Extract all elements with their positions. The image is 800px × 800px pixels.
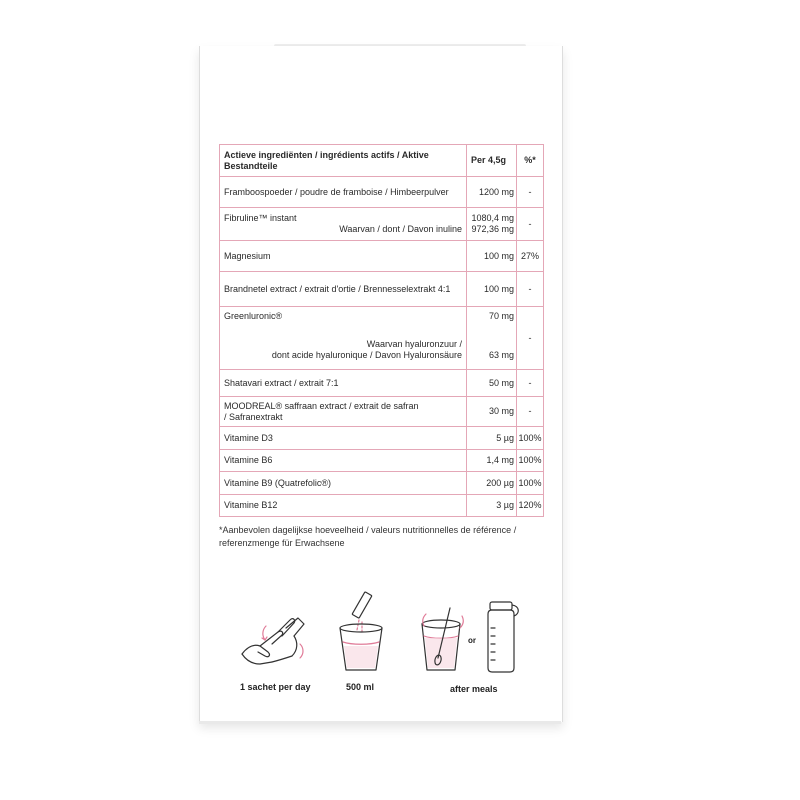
ingredient-percent: 100% <box>517 450 544 472</box>
ingredient-name: Brandnetel extract / extrait d'ortie / Brennesselextrakt 4:1 <box>220 272 467 307</box>
ingredient-cell <box>220 397 467 427</box>
ingredient-amount: 1200 mg <box>467 177 517 208</box>
shaker-bottle-icon <box>482 600 522 674</box>
footnote <box>219 524 545 550</box>
ingredient-percent: - <box>517 177 544 208</box>
stir-glass-icon <box>418 606 466 674</box>
table-row <box>220 397 544 427</box>
ingredient-amount: 5 µg <box>467 427 517 450</box>
step-3-label: after meals <box>450 684 498 694</box>
ingredient-amount: 200 µg <box>467 472 517 495</box>
ingredient-amount-cell <box>467 307 517 370</box>
ingredient-percent: - <box>517 370 544 397</box>
ingredient-amount: 50 mg <box>467 370 517 397</box>
ingredient-name: Magnesium <box>220 241 467 272</box>
ingredient-name-2: / Safranextrakt <box>224 411 283 422</box>
header-percent: %* <box>517 145 544 177</box>
ingredient-subname: Waarvan / dont / Davon inuline <box>339 224 462 234</box>
table-row <box>220 307 544 370</box>
ingredient-name: Vitamine B9 (Quatrefolic®) <box>220 472 467 495</box>
step-2-label: 500 ml <box>346 682 375 692</box>
ingredient-percent: - <box>517 307 544 370</box>
ingredient-amount: 100 mg <box>467 272 517 307</box>
table-row <box>220 272 544 307</box>
ingredient-percent: - <box>517 397 544 427</box>
ingredients-table <box>219 144 544 517</box>
header-amount: Per 4,5g <box>467 145 517 177</box>
ingredient-name: MOODREAL® saffraan extract / extrait de safran <box>224 400 419 411</box>
ingredient-amount: 100 mg <box>467 241 517 272</box>
ingredient-amount: 70 mg <box>488 311 514 321</box>
ingredient-percent: 100% <box>517 427 544 450</box>
table-row <box>220 241 544 272</box>
ingredient-percent: 27% <box>517 241 544 272</box>
table-row <box>220 427 544 450</box>
table-row <box>220 472 544 495</box>
table-header-row <box>220 145 544 177</box>
ingredient-name: Shatavari extract / extrait 7:1 <box>220 370 467 397</box>
ingredient-amount-cell <box>467 208 517 241</box>
ingredient-name: Framboospoeder / poudre de framboise / Himbeerpulver <box>220 177 467 208</box>
ingredient-subname-2: dont acide hyaluronique / Davon Hyaluronsäure <box>271 350 462 360</box>
table-row <box>220 208 544 241</box>
ingredient-name: Vitamine B12 <box>220 495 467 517</box>
ingredient-name: Vitamine B6 <box>220 450 467 472</box>
ingredient-subname: Waarvan hyaluronzuur / <box>366 339 462 349</box>
ingredient-amount: 1080,4 mg <box>471 213 514 223</box>
tear-sachet-icon <box>238 610 310 672</box>
ingredient-name: Vitamine D3 <box>220 427 467 450</box>
header-ingredient: Actieve ingrediënten / ingrédients actifs / Aktive Bestandteile <box>220 145 467 177</box>
ingredient-name: Greenluronic® <box>224 311 283 321</box>
box-bottom-edge <box>199 721 561 724</box>
or-label: or <box>468 636 476 645</box>
ingredient-amount-sub: 972,36 mg <box>471 224 514 234</box>
table-row <box>220 177 544 208</box>
footnote-line-2: referenzmenge für Erwachsene <box>219 538 345 548</box>
ingredient-percent: - <box>517 272 544 307</box>
pour-into-glass-icon <box>336 590 386 674</box>
ingredient-amount: 1,4 mg <box>467 450 517 472</box>
table-row <box>220 495 544 517</box>
ingredient-name: Fibruline™ instant <box>224 213 297 223</box>
step-1-label: 1 sachet per day <box>240 682 311 692</box>
table-row <box>220 370 544 397</box>
ingredient-cell <box>220 208 467 241</box>
ingredient-amount-sub: 63 mg <box>488 350 514 360</box>
ingredient-percent: - <box>517 208 544 241</box>
ingredient-percent: 120% <box>517 495 544 517</box>
ingredient-percent: 100% <box>517 472 544 495</box>
ingredient-cell <box>220 307 467 370</box>
table-row <box>220 450 544 472</box>
footnote-line-1: *Aanbevolen dagelijkse hoeveelheid / valeurs nutritionnelles de référence / <box>219 525 517 535</box>
ingredient-amount: 30 mg <box>467 397 517 427</box>
ingredient-amount: 3 µg <box>467 495 517 517</box>
